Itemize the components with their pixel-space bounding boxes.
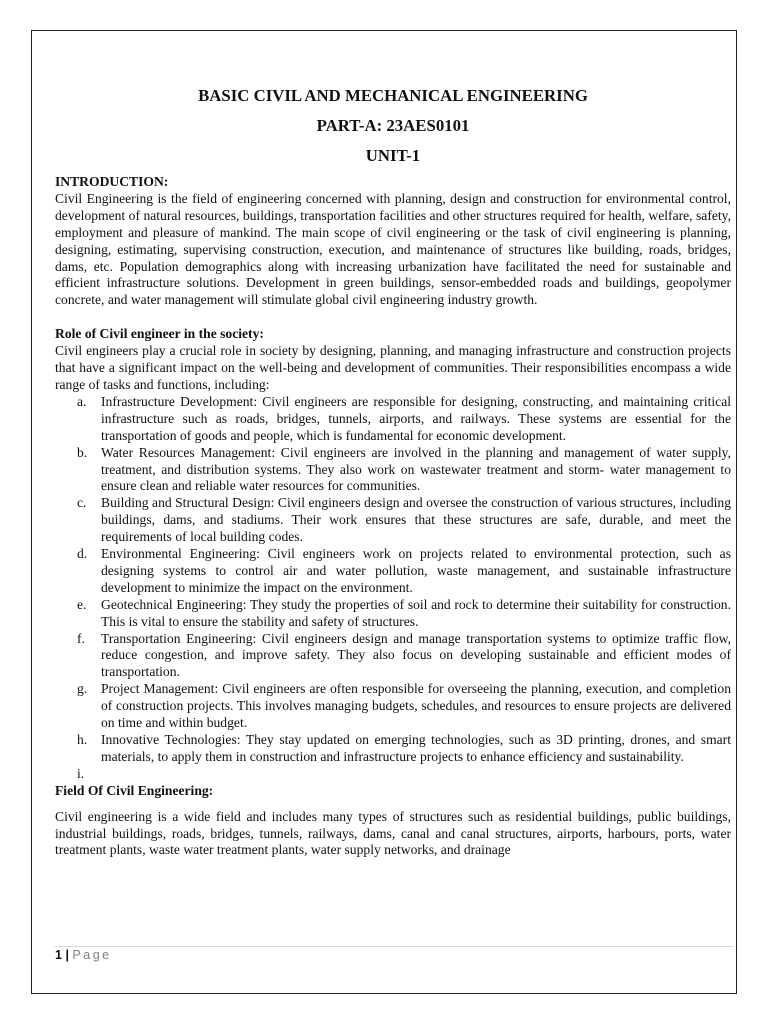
list-item (55, 394, 731, 445)
list-item-text: Geotechnical Engineering: They study the properties of soil and rock to determine their suitability for construction. This is vital to ensure the stability and safety of structures. (101, 596, 731, 629)
list-marker: i. (77, 765, 85, 781)
field-paragraph: Civil engineering is a wide field and includes many types of structures such as residential buildings, public buildings, industrial buildings, roads, bridges, tunnels, railways, dams, canal and canal structures, airports, harbours, ports, water treatment plants, waste water treatment plants, water supply networks, and drainage (55, 808, 731, 858)
list-marker: g. (77, 681, 88, 697)
intro-paragraph: Civil Engineering is the field of engineering concerned with planning, design and construction for environmental control, development of natural resources, buildings, transportation facilities and other structures required for health, welfare, safety, employment and pleasure of mankind. The main scope of civil engineering or the task of civil engineering is planning, designing, estimating, supervising construction, execution, and maintenance of structures like building, roads, bridges, dams, etc. Population demographics along with increasing urbanization have facilitated the need for sustainable and efficient infrastructure solutions. Development in green buildings, sensor-embedded roads and buildings, geopolymer concrete, and water management will stimulate global civil engineering industry growth. (55, 190, 731, 308)
page-number: 1 (55, 948, 62, 962)
spacer (55, 309, 731, 326)
page-label: Page (72, 948, 112, 962)
intro-heading: INTRODUCTION: (55, 174, 169, 189)
field-heading: Field Of Civil Engineering: (55, 782, 214, 798)
role-heading: Role of Civil engineer in the society: (55, 326, 264, 342)
list-item-text: Transportation Engineering: Civil engineers design and manage transportation systems to optimize traffic flow, reduce congestion, and improve safety. They also focus on developing sustainable and efficient modes of transportation. (101, 630, 731, 680)
list-marker: a. (77, 393, 87, 409)
list-marker: e. (77, 596, 87, 612)
list-item-text: Innovative Technologies: They stay updated on emerging technologies, such as 3D printing, drones, and smart materials, to apply them in construction and infrastructure projects to enhance efficiency and sustainability. (101, 732, 731, 764)
list-item (55, 597, 731, 631)
document-subtitle: PART-A: 23AES0101 (316, 116, 470, 135)
document-title: BASIC CIVIL AND MECHANICAL ENGINEERING (198, 86, 588, 105)
role-paragraph: Civil engineers play a crucial role in society by designing, planning, and managing infrastructure and construction projects that have a significant impact on the well-being and development of communities. Their responsibilities encompass a wide range of tasks and functions, including: (55, 343, 731, 392)
list-item (55, 546, 731, 597)
spacer (55, 800, 731, 809)
page-footer (55, 946, 733, 962)
list-item (55, 631, 731, 682)
list-item-text: Project Management: Civil engineers are often responsible for overseeing the planning, execution, and completion of construction projects. This involves managing budgets, schedules, and resources to ensure projects are delivered on time and within budget. (101, 681, 731, 731)
list-item-text: Environmental Engineering: Civil engineers work on projects related to environmental protection, such as designing systems to control air and water pollution, waste management, and sustainable infrastructure development to minimize the impact on the environment. (101, 546, 731, 595)
list-item (55, 681, 731, 732)
list-marker: d. (77, 546, 88, 562)
list-item-text: Infrastructure Development: Civil engineers are responsible for designing, constructing, and maintaining critical infrastructure such as roads, bridges, tunnels, airports, and railways. These systems are essential for the transportation of goods and people, which is fundamental for economic development. (101, 393, 731, 443)
list-item (55, 495, 731, 546)
list-marker: b. (77, 444, 88, 460)
list-marker: c. (77, 495, 87, 511)
unit-heading: UNIT-1 (365, 146, 421, 165)
list-marker: f. (77, 630, 85, 646)
list-item (55, 445, 731, 496)
role-list (55, 394, 731, 783)
list-item-text: Water Resources Management: Civil engineers are involved in the planning and management of water supply, treatment, and distribution systems. They also work on wastewater treatment and storm- water management to ensure clean and reliable water resources for communities. (101, 444, 731, 494)
list-item-text: Building and Structural Design: Civil engineers design and oversee the construction of various structures, including buildings, dams, and stadiums. Their work ensures that these structures are safe, durable, and meet the requirements of local building codes. (101, 495, 731, 545)
list-item (55, 766, 731, 783)
list-marker: h. (77, 732, 88, 747)
list-item-text (101, 766, 104, 781)
list-item (55, 732, 731, 766)
document-body (55, 86, 731, 859)
footer-separator: | (65, 948, 69, 962)
